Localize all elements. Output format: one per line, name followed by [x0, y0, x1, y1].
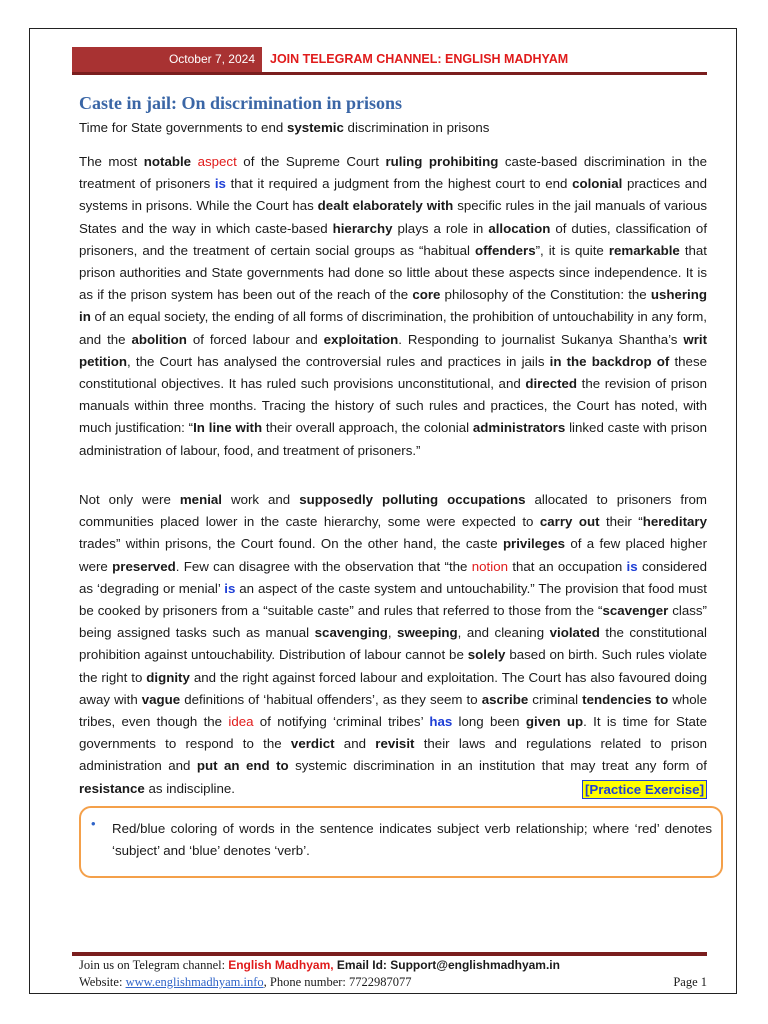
paragraph-2: [79, 489, 707, 800]
bullet-icon: •: [91, 816, 96, 831]
text-run: class” being assigned tasks such as manual: [79, 603, 707, 641]
text-run: linked caste with prison administration of labour, food, and treatment of prisoners.”: [79, 420, 708, 458]
bold-term: dealt elaborately with: [317, 198, 454, 214]
bold-term: offenders: [475, 242, 536, 258]
text-run: long been: [452, 714, 526, 730]
bold-term: writ petition: [79, 331, 708, 369]
subtitle-part: Time for State governments to end: [79, 120, 287, 135]
bold-term: ruling prohibiting: [385, 154, 499, 169]
text-run: philosophy of the Constitution: the: [440, 287, 651, 303]
text-run: Not only were: [79, 492, 180, 507]
page-number: Page 1: [673, 975, 707, 989]
verb-word: is: [214, 176, 226, 192]
text-run: , and cleaning: [457, 625, 550, 641]
text-run: practices and systems in prisons. While the Court has: [79, 176, 707, 214]
text-run: the revision of prison manuals within three months. Tracing the history of such rules and practices, the Court has noted, with much justification: “: [79, 376, 708, 436]
header-bar: [72, 47, 707, 75]
bold-term: supposedly polluting occupations: [299, 492, 526, 507]
text-run: . It is time for State governments to respond to the: [79, 714, 707, 752]
bold-term: dignity: [146, 669, 190, 685]
text-run: plays a role in: [392, 220, 489, 236]
subject-word: idea: [228, 714, 254, 730]
text-run: allocated to prisoners from communities placed lower in the caste hierarchy, some were expected to: [79, 492, 708, 530]
text-run: systemic discrimination in an institution that may treat any form of: [288, 758, 707, 774]
footer-website-line: [79, 975, 707, 990]
bold-term: allocation: [488, 220, 551, 236]
text-run: . Responding to journalist Sukanya Shantha’s: [398, 331, 684, 347]
article-subtitle: [79, 120, 489, 135]
bold-term: In line with: [193, 420, 263, 436]
bold-term: exploitation: [323, 331, 399, 347]
article-title: Caste in jail: On discrimination in prisons: [79, 93, 403, 113]
bold-term: hierarchy: [332, 220, 393, 236]
text-run: of forced labour and: [186, 331, 324, 347]
subtitle-part: discrimination in prisons: [343, 120, 490, 135]
subject-word: notion: [471, 558, 508, 574]
bold-term: remarkable: [608, 242, 680, 258]
text-run: ”, it is quite: [535, 242, 609, 258]
header-date: October 7, 2024: [72, 47, 262, 72]
text-run: whole tribes, even though the: [79, 691, 707, 730]
text-run: specific rules in the jail manuals of various States and the way in which caste-based: [79, 198, 707, 236]
text-run: and the right against forced labour and exploitation. The Court has also favoured doing away with: [79, 669, 707, 707]
text-run: The most: [79, 154, 144, 169]
text-run: of duties, classification of prisoners, and the treatment of certain social groups as “habitual: [79, 220, 708, 258]
text-run: these constitutional objectives. It has ruled such provisions unconstitutional, and: [79, 353, 707, 392]
bold-term: ascribe: [481, 691, 529, 707]
footer-email: Email Id: Support@englishmadhyam.in: [333, 958, 560, 972]
bold-term: directed: [525, 376, 578, 392]
text-run: caste-based discrimination in the treatment of prisoners: [79, 154, 707, 192]
text-run: their overall approach, the colonial: [262, 420, 473, 436]
footer-rule: [72, 952, 707, 956]
bold-term: hereditary: [642, 514, 707, 530]
bold-term: core: [412, 287, 441, 303]
subtitle-bold: systemic: [286, 120, 344, 135]
text-run: of the Supreme Court: [236, 154, 386, 169]
telegram-banner: JOIN TELEGRAM CHANNEL: ENGLISH MADHYAM: [270, 52, 569, 66]
bold-term: given up: [525, 714, 584, 730]
bold-term: verdict: [290, 736, 335, 752]
bold-term: resistance: [79, 780, 145, 796]
note-box: [79, 806, 723, 878]
bold-term: tendencies to: [582, 691, 669, 707]
footer-join-text: Join us on Telegram channel:: [79, 958, 229, 972]
bold-term: colonial: [572, 176, 623, 192]
text-run: that prison authorities and State governments had done so little about these aspects since independence. It is as if the prison system has been out of the reach of the: [79, 242, 707, 303]
bold-term: put an end to: [196, 758, 289, 774]
text-run: . Few can disagree with the observation that “the: [175, 558, 472, 574]
verb-word: is: [224, 580, 236, 596]
bold-term: vague: [141, 691, 181, 707]
text-run: criminal: [528, 691, 583, 707]
note-text: Red/blue coloring of words in the sentence indicates subject verb relationship; where ‘red’ denotes ‘subject’ and ‘blue’ denotes ‘verb’.: [112, 821, 712, 858]
text-run: as indiscipline.: [144, 780, 235, 796]
text-run: of notifying ‘criminal tribes’: [253, 714, 430, 730]
text-run: considered as ‘degrading or menial’: [79, 558, 708, 596]
paragraph-1: [79, 151, 707, 462]
bold-term: carry out: [539, 514, 600, 530]
text-run: work and: [221, 492, 300, 507]
bold-term: administrators: [472, 420, 566, 436]
text-run: an aspect of the caste system and untouchability.” The provision that food must be cooked by prisoners from a “suitable caste” and rules that referred to those from the “: [79, 580, 707, 619]
text-run: that it required a judgment from the highest court to end: [225, 176, 573, 192]
bold-term: scavenger: [602, 603, 669, 619]
verb-word: has: [429, 714, 453, 730]
bold-term: solely: [467, 647, 506, 663]
text-run: of a few placed higher were: [79, 536, 708, 574]
text-run: their “: [599, 514, 643, 530]
bold-term: privileges: [502, 536, 566, 552]
footer-website-link[interactable]: www.englishmadhyam.info: [125, 975, 264, 989]
bold-term: abolition: [131, 331, 187, 347]
bold-term: in the backdrop of: [549, 353, 670, 369]
practice-exercise-link[interactable]: [Practice Exercise]: [582, 780, 707, 799]
bold-term: scavenging: [314, 625, 388, 641]
text-run: , the Court has analysed the controversial rules and practices in jails: [127, 353, 550, 369]
text-run: definitions of ‘habitual offenders’, as they seem to: [180, 691, 482, 707]
bold-term: ushering in: [79, 287, 707, 325]
bold-term: violated: [549, 625, 600, 641]
text-run: of an equal society, the ending of all forms of discrimination, the prohibition of untouchability in any form, and the: [79, 309, 707, 347]
footer-website-label: Website:: [79, 975, 126, 989]
verb-word: is: [626, 558, 638, 574]
text-run: the constitutional prohibition against untouchability. Distribution of labour cannot be: [79, 625, 707, 663]
subject-word: aspect: [197, 154, 237, 169]
text-run: ,: [387, 625, 398, 641]
text-run: their laws and regulations related to prison administration and: [79, 736, 707, 774]
text-run: trades” within prisons, the Court found. On the other hand, the caste: [79, 536, 503, 552]
text-run: based on birth. Such rules violate the right to: [79, 647, 708, 685]
bold-term: notable: [143, 154, 192, 169]
bold-term: revisit: [375, 736, 415, 752]
footer-channel-link[interactable]: English Madhyam,: [228, 958, 334, 972]
bold-term: sweeping: [397, 625, 458, 641]
text-run: and: [334, 736, 376, 752]
bold-term: preserved: [112, 558, 176, 574]
footer-phone: , Phone number: 7722987077: [263, 975, 412, 989]
bold-term: menial: [179, 492, 222, 507]
footer-telegram-line: [79, 958, 560, 973]
text-run: that an occupation: [508, 558, 627, 574]
